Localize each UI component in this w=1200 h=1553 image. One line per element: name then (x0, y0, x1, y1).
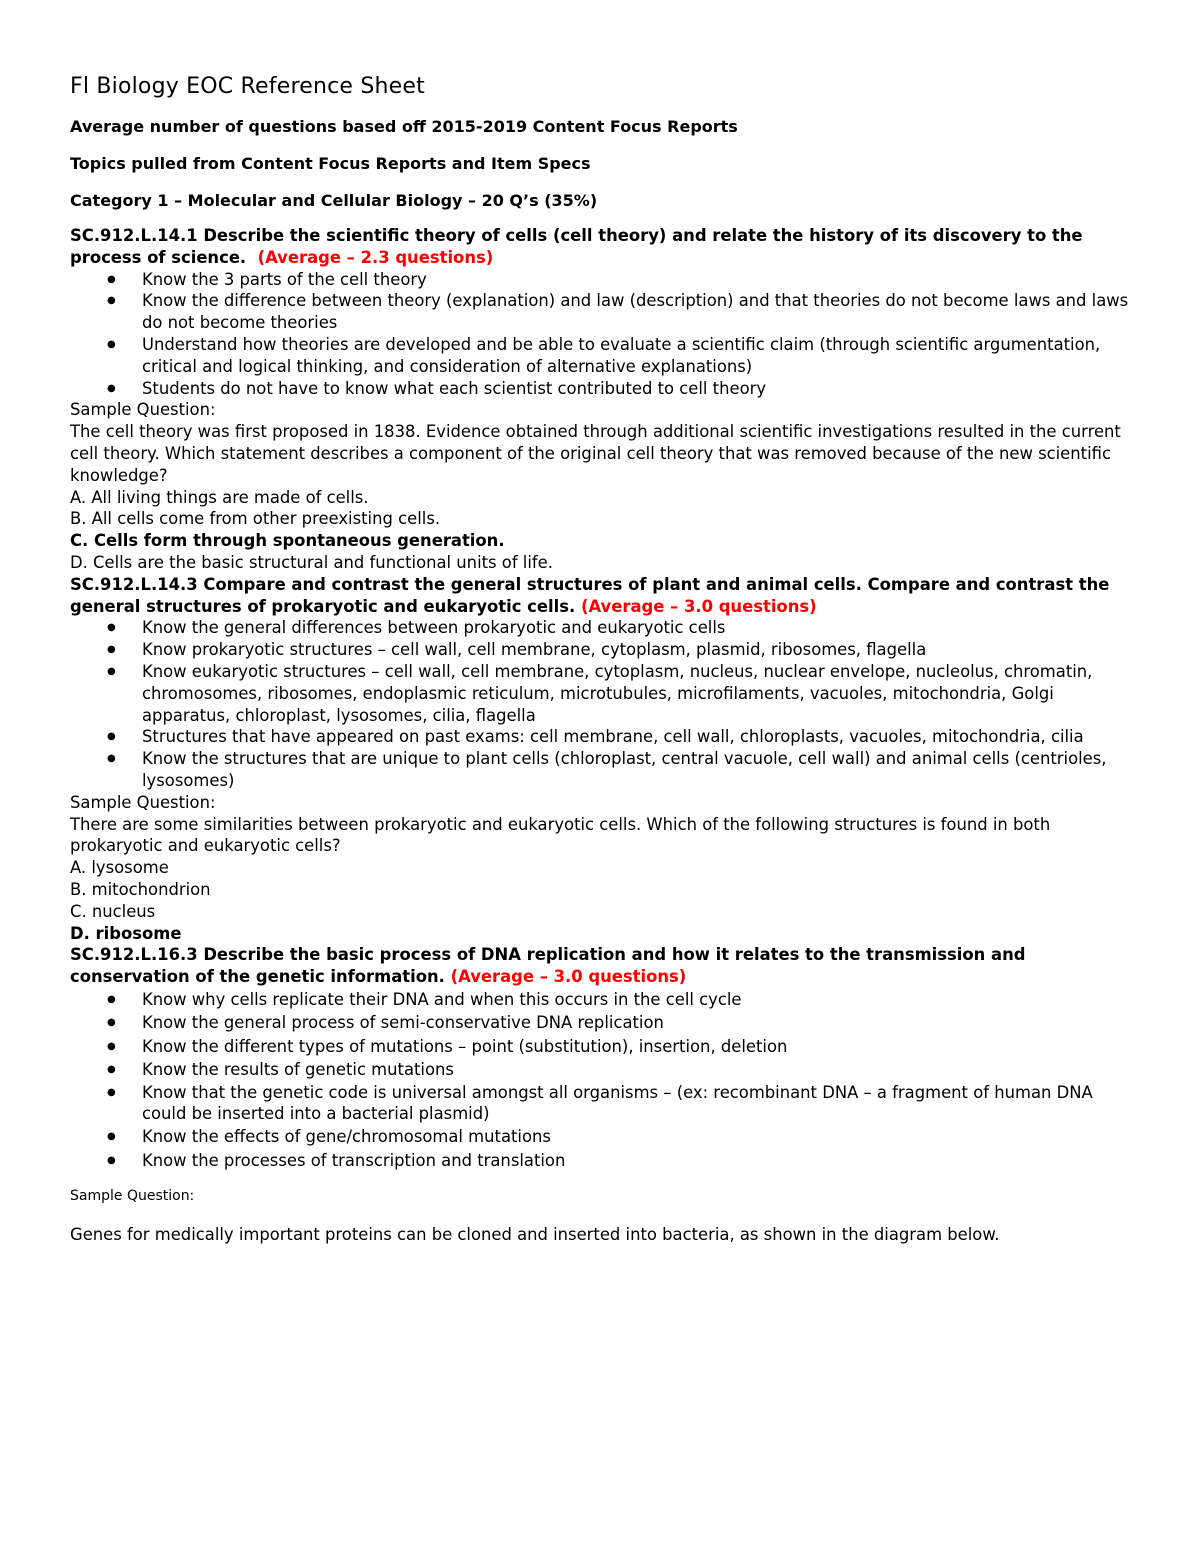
standard-heading (70, 574, 1130, 618)
section-l14-3 (70, 574, 1130, 945)
bullet-list (70, 988, 1130, 1172)
answer-option-b: B. All cells come from other preexisting cells. (70, 509, 441, 529)
average-count: (Average – 3.0 questions) (450, 967, 687, 987)
answer-option-c-correct: C. Cells form through spontaneous generation. (70, 531, 505, 551)
list-item: ● Know the general differences between prokaryotic and eukaryotic cells (142, 617, 1130, 639)
category-heading: Category 1 – Molecular and Cellular Biology – 20 Q’s (35%) (70, 191, 598, 210)
sample-question-text: There are some similarities between prokaryotic and eukaryotic cells. Which of the following structures is found in both prokaryotic and eukaryotic cells? (70, 814, 1051, 856)
answer-option-d: D. Cells are the basic structural and functional units of life. (70, 552, 553, 572)
list-item: ● Know eukaryotic structures – cell wall, cell membrane, cytoplasm, nucleus, nuclear envelope, nucleolus, chromatin, chromosomes, ribosomes, endoplasmic reticulum, microtubules, microfilaments, vacuoles, mitochondria, Golgi apparatus, chloroplast, lysosomes, cilia, flagella (142, 661, 1130, 726)
answer-option-d-correct: D. ribosome (70, 923, 182, 943)
answer-option-b: B. mitochondrion (70, 879, 211, 899)
bullet-list (70, 617, 1130, 791)
answer-option-a: A. lysosome (70, 858, 169, 878)
sample-question-label: Sample Question: (70, 792, 216, 812)
list-item: ● Know why cells replicate their DNA and when this occurs in the cell cycle (142, 988, 1130, 1011)
list-item: ● Know the 3 parts of the cell theory (142, 269, 1130, 291)
subtitle-average: Average number of questions based off 2015-2019 Content Focus Reports (70, 117, 738, 136)
list-item: ● Know the different types of mutations – point (substitution), insertion, deletion (142, 1035, 1130, 1058)
list-item: ● Know the results of genetic mutations (142, 1058, 1130, 1081)
page-title: Fl Biology EOC Reference Sheet (70, 74, 425, 99)
list-item: ● Understand how theories are developed and be able to evaluate a scientific claim (through scientific argumentation, critical and logical thinking, and consideration of alternative explanations) (142, 334, 1130, 378)
average-count: (Average – 2.3 questions) (257, 247, 494, 267)
subtitle-topics: Topics pulled from Content Focus Reports and Item Specs (70, 154, 591, 173)
standard-text: SC.912.L.14.3 Compare and contrast the general structures of plant and animal cells. Compare and contrast the general structures of prokaryotic and eukaryotic cells. (70, 574, 1110, 616)
list-item: ● Students do not have to know what each scientist contributed to cell theory (142, 378, 1130, 400)
sample-question-text: Genes for medically important proteins can be cloned and inserted into bacteria, as shown in the diagram below. (70, 1224, 1000, 1244)
section-l16-3 (70, 944, 1130, 1245)
average-count: (Average – 3.0 questions) (580, 596, 817, 616)
sample-question-text: The cell theory was first proposed in 1838. Evidence obtained through additional scientific investigations resulted in the current cell theory. Which statement describes a component of the original cell theory that was removed because of the new scientific knowledge? (70, 422, 1121, 485)
list-item: ● Know the general process of semi-conservative DNA replication (142, 1011, 1130, 1034)
list-item: ● Know the structures that are unique to plant cells (chloroplast, central vacuole, cell wall) and animal cells (centrioles, lysosomes) (142, 748, 1130, 792)
sample-question-label: Sample Question: (70, 400, 216, 420)
sample-question-label: Sample Question: (70, 1187, 195, 1204)
answer-option-a: A. All living things are made of cells. (70, 487, 369, 507)
list-item: ● Know the processes of transcription and translation (142, 1149, 1130, 1172)
section-l14-1 (70, 225, 1130, 574)
answer-option-c: C. nucleus (70, 901, 156, 921)
standard-text: SC.912.L.16.3 Describe the basic process of DNA replication and how it relates to the transmission and conservation of the genetic information. (70, 945, 1026, 987)
list-item: ● Structures that have appeared on past exams: cell membrane, cell wall, chloroplasts, vacuoles, mitochondria, cilia (142, 726, 1130, 748)
list-item: ● Know prokaryotic structures – cell wall, cell membrane, cytoplasm, plasmid, ribosomes, flagella (142, 639, 1130, 661)
list-item: ● Know the difference between theory (explanation) and law (description) and that theories do not become laws and laws do not become theories (142, 290, 1130, 334)
standard-heading (70, 225, 1130, 269)
standard-heading (70, 944, 1130, 988)
list-item: ● Know the effects of gene/chromosomal mutations (142, 1125, 1130, 1148)
standard-text: SC.912.L.14.1 Describe the scientific theory of cells (cell theory) and relate the history of its discovery to the process of science. (70, 226, 1083, 267)
list-item: ● Know that the genetic code is universal amongst all organisms – (ex: recombinant DNA – a fragment of human DNA could be inserted into a bacterial plasmid) (142, 1082, 1130, 1126)
bullet-list (70, 269, 1130, 400)
